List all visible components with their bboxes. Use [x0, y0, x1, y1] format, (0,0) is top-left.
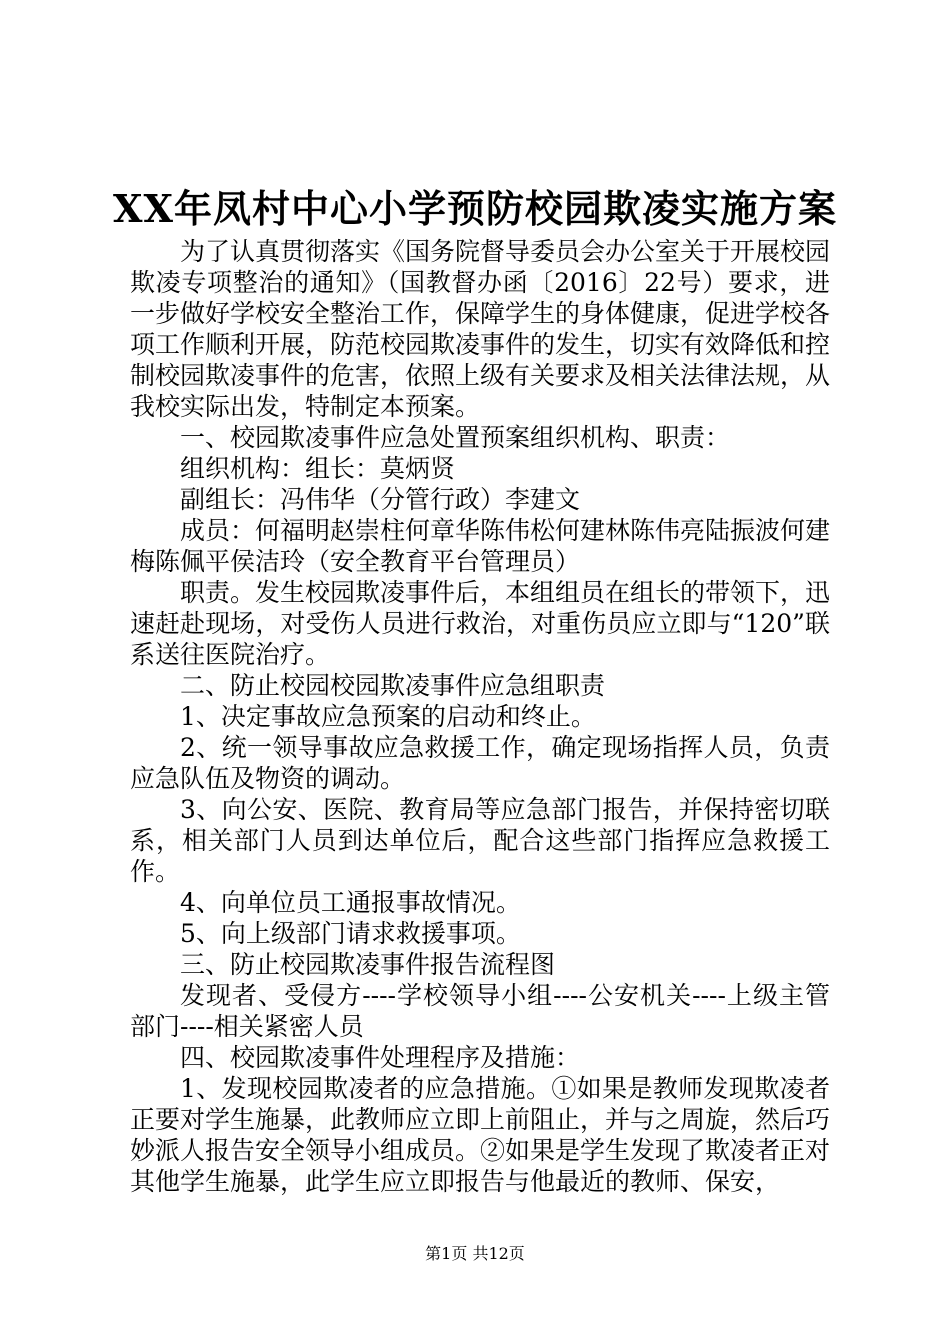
- section-heading-1: 一、校园欺凌事件应急处置预案组织机构、职责：: [180, 423, 731, 452]
- paragraph-measures: 1、发现校园欺凌者的应急措施。①如果是教师发现欺凌者正要对学生施暴，此教师应立即上前阻止，并与之周旋，然后巧妙派人报告安全领导小组成员。②如果是学生发现了欺凌者正对其他学生施暴，此学生应立即报告与他最近的教师、保安，: [130, 1074, 831, 1196]
- list-item: 2、统一领导事故应急救援工作，确定现场指挥人员，负责应急队伍及物资的调动。: [130, 733, 830, 793]
- paragraph-intro: 为了认真贯彻落实《国务院督导委员会办公室关于开展校园欺凌专项整治的通知》（国教督办函〔2016〕22号）要求，进一步做好学校安全整治工作，保障学生的身体健康，促进学校各项工作顺利开展，防范校园欺凌事件的发生，切实有效降低和控制校园欺凌事件的危害，依照上级有关要求及相关法律法规，从我校实际出发，特制定本预案。: [130, 237, 831, 421]
- section-heading-3: 三、防止校园欺凌事件报告流程图: [180, 950, 556, 979]
- section-heading-2: 二、防止校园校园欺凌事件应急组职责: [180, 671, 606, 700]
- list-item: 4、向单位员工通报事故情况。: [180, 888, 521, 917]
- paragraph-organization: 组织机构：组长：莫炳贤: [180, 454, 456, 483]
- document-body: [130, 236, 830, 1197]
- list-item: 3、向公安、医院、教育局等应急部门报告，并保持密切联系，相关部门人员到达单位后，配合这些部门指挥应急救援工作。: [130, 795, 830, 886]
- paragraph-duties: 职责。发生校园欺凌事件后，本组组员在组长的带领下，迅速赶赴现场，对受伤人员进行救治，对重伤员应立即与“120”联系送往医院治疗。: [130, 578, 831, 669]
- paragraph-deputy-leader: 副组长：冯伟华（分管行政）李建文: [180, 485, 581, 514]
- document-title: XX年凤村中心小学预防校园欺凌实施方案: [113, 186, 837, 231]
- paragraph-flowchart: 发现者、受侵方----学校领导小组----公安机关----上级主管部门----相关紧密人员: [130, 981, 830, 1041]
- section-heading-4: 四、校园欺凌事件处理程序及措施：: [180, 1043, 581, 1072]
- list-item: 1、决定事故应急预案的启动和终止。: [180, 702, 596, 731]
- paragraph-members: 成员：何福明赵崇柱何章华陈伟松何建林陈伟亮陆振波何建梅陈佩平侯洁玲（安全教育平台管理员）: [130, 516, 831, 576]
- page-footer: 第1页 共12页: [425, 1244, 525, 1263]
- list-item: 5、向上级部门请求救援事项。: [180, 919, 521, 948]
